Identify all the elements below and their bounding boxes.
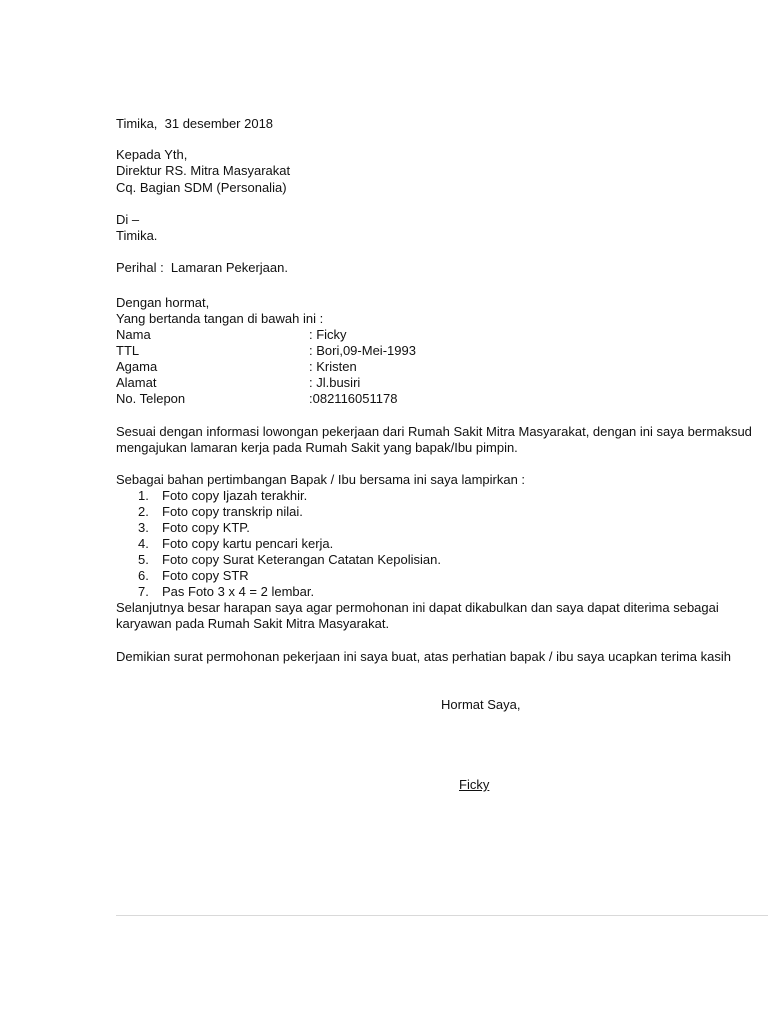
attachment-item: Pas Foto 3 x 4 = 2 lembar.	[162, 584, 315, 599]
recipient-line-2: Direktur RS. Mitra Masyarakat	[116, 163, 291, 178]
closing-salutation: Hormat Saya,	[441, 697, 521, 712]
attachments-intro: Sebagai bahan pertimbangan Bapak / Ibu bersama ini saya lampirkan :	[116, 472, 526, 487]
greeting: Dengan hormat,	[116, 295, 210, 310]
recipient-line-3: Cq. Bagian SDM (Personalia)	[116, 180, 287, 195]
field-value-telepon: :082116051178	[309, 391, 398, 406]
date-line: Timika, 31 desember 2018	[116, 116, 274, 131]
attachment-item: Foto copy KTP.	[162, 520, 250, 535]
closing-paragraph: Demikian surat permohonan pekerjaan ini saya buat, atas perhatian bapak / ibu saya ucapkan terima kasih	[116, 649, 731, 664]
attachment-number: 6.	[138, 568, 149, 583]
attachment-number: 4.	[138, 536, 149, 551]
attachment-number: 5.	[138, 552, 149, 567]
attachment-number: 2.	[138, 504, 149, 519]
recipient-line-1: Kepada Yth,	[116, 147, 188, 162]
attachment-item: Foto copy Surat Keterangan Catatan Kepolisian.	[162, 552, 441, 567]
paragraph-1-line-1: Sesuai dengan informasi lowongan pekerjaan dari Rumah Sakit Mitra Masyarakat, dengan ini saya bermaksud	[116, 424, 752, 439]
field-label-telepon: No. Telepon	[116, 391, 186, 406]
field-value-agama: : Kristen	[309, 359, 357, 374]
signer-name: Ficky	[459, 777, 490, 792]
attachment-item: Foto copy transkrip nilai.	[162, 504, 303, 519]
attachment-item: Foto copy STR	[162, 568, 249, 583]
attachment-number: 1.	[138, 488, 149, 503]
subject-line: Perihal : Lamaran Pekerjaan.	[116, 260, 288, 275]
field-label-alamat: Alamat	[116, 375, 157, 390]
paragraph-2-line-1: Selanjutnya besar harapan saya agar permohonan ini dapat dikabulkan dan saya dapat diterima sebagai	[116, 600, 719, 615]
field-label-agama: Agama	[116, 359, 158, 374]
paragraph-1-line-2: mengajukan lamaran kerja pada Rumah Sakit yang bapak/Ibu pimpin.	[116, 440, 518, 455]
field-value-ttl: : Bori,09-Mei-1993	[309, 343, 416, 358]
attachment-item: Foto copy kartu pencari kerja.	[162, 536, 334, 551]
field-label-ttl: TTL	[116, 343, 140, 358]
attachment-number: 7.	[138, 584, 149, 599]
page-divider	[116, 915, 768, 916]
paragraph-2-line-2: karyawan pada Rumah Sakit Mitra Masyarakat.	[116, 616, 390, 631]
attachment-item: Foto copy Ijazah terakhir.	[162, 488, 308, 503]
place-line-1: Di –	[116, 212, 140, 227]
field-label-nama: Nama	[116, 327, 151, 342]
place-line-2: Timika.	[116, 228, 158, 243]
intro-line: Yang bertanda tangan di bawah ini :	[116, 311, 324, 326]
attachment-number: 3.	[138, 520, 149, 535]
field-value-alamat: : Jl.busiri	[309, 375, 361, 390]
field-value-nama: : Ficky	[309, 327, 347, 342]
